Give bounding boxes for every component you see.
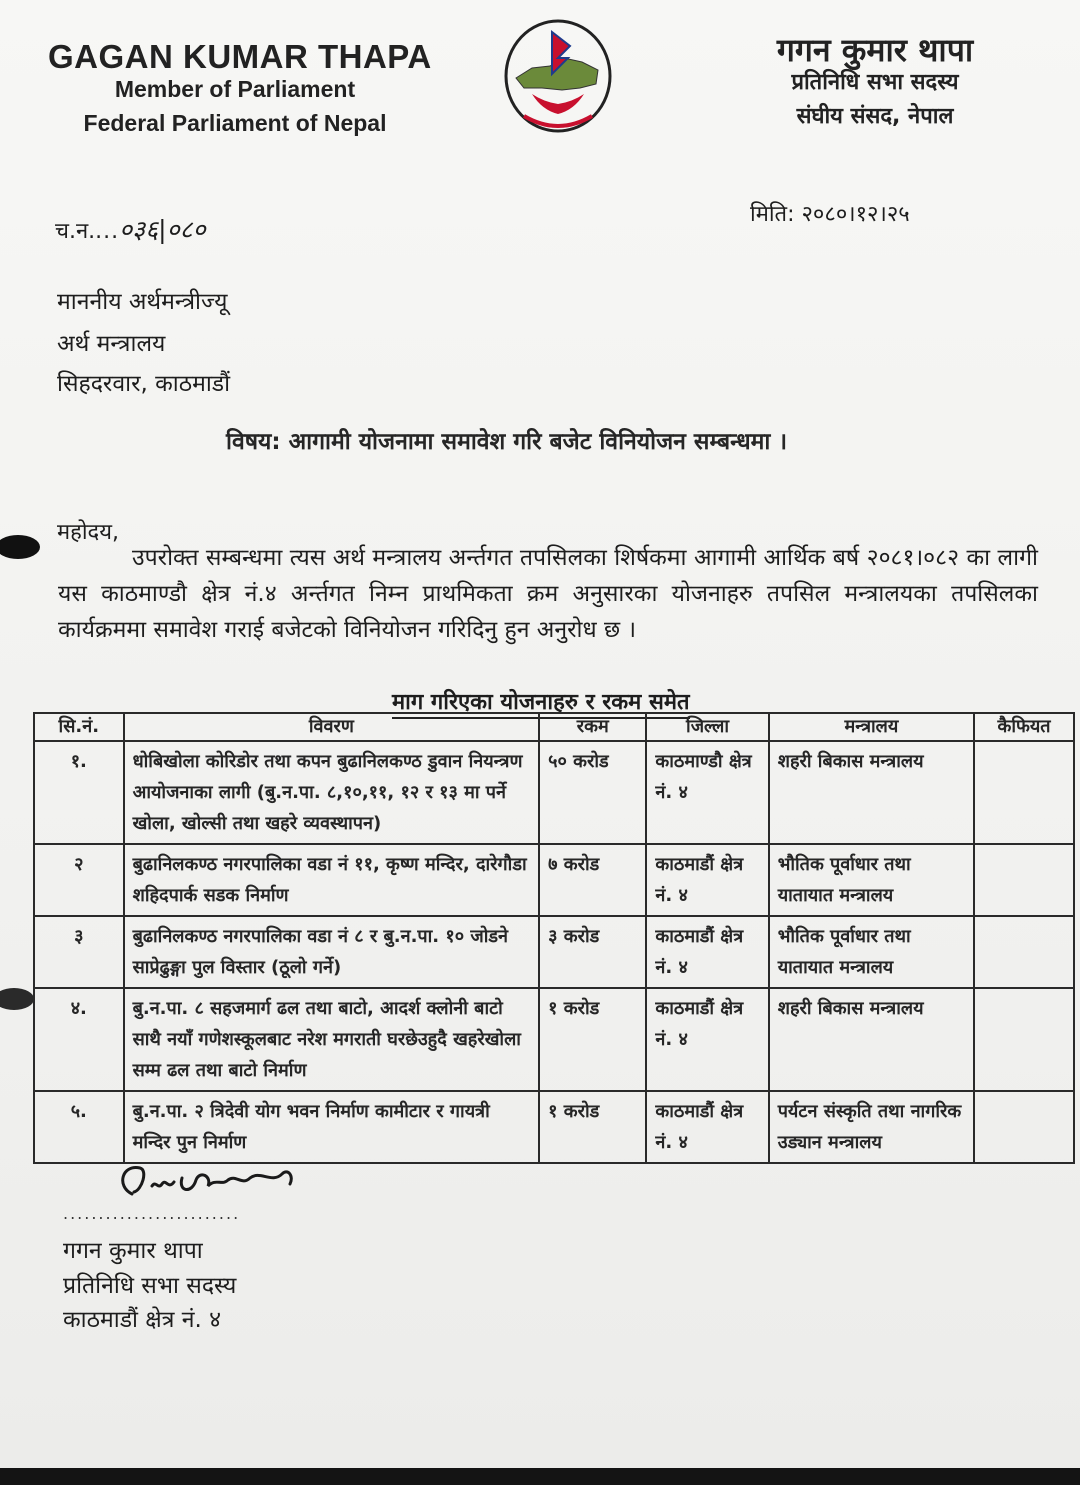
- table-row: [34, 916, 1074, 988]
- description-cell: धोबिखोला कोरिडोर तथा कपन बुढानिलकण्ठ डुवान नियन्त्रण आयोजनाका लागी (बु.न.पा. ८,१०,११, १२ र १३ मा पर्ने खोला, खोल्सी तथा खहरे व्यवस्थापन): [124, 741, 540, 844]
- column-header: जिल्ला: [646, 713, 768, 741]
- column-header: मन्त्रालय: [769, 713, 974, 741]
- table-row: [34, 844, 1074, 916]
- edge-mark-icon: [0, 532, 42, 562]
- edge-mark-icon: [0, 984, 42, 1014]
- ministry-cell: शहरी बिकास मन्त्रालय: [769, 741, 974, 844]
- table-row: [34, 1091, 1074, 1163]
- serial-number: १.: [34, 741, 124, 844]
- remarks-cell: [974, 844, 1074, 916]
- serial-number: २: [34, 844, 124, 916]
- column-header: सि.नं.: [34, 713, 124, 741]
- signatory-constituency: काठमाडौं क्षेत्र नं. ४: [63, 1307, 222, 1333]
- amount-cell: ३ करोड: [539, 916, 646, 988]
- district-cell: काठमाडौं क्षेत्र नं. ४: [646, 916, 768, 988]
- description-cell: बु.न.पा. २ त्रिदेवी योग भवन निर्माण कामीटार र गायत्री मन्दिर पुन निर्माण: [124, 1091, 540, 1163]
- amount-cell: १ करोड: [539, 988, 646, 1091]
- ministry-cell: भौतिक पूर्वाधार तथा यातायात मन्त्रालय: [769, 916, 974, 988]
- serial-number: ५.: [34, 1091, 124, 1163]
- table-title: माग गरिएका योजनाहरु र रकम समेत: [392, 686, 690, 719]
- projects-table: [33, 712, 1075, 1164]
- addressee-line: अर्थ मन्त्रालय: [57, 331, 166, 357]
- serial-number: ४.: [34, 988, 124, 1091]
- nepali-name: गगन कुमार थापा: [776, 31, 974, 69]
- bottom-bar: [0, 1468, 1080, 1485]
- reference-label: च.न.: [55, 219, 96, 244]
- signature-line: .........................: [63, 1204, 241, 1223]
- column-header: विवरण: [124, 713, 540, 741]
- district-cell: काठमाडौं क्षेत्र नं. ४: [646, 844, 768, 916]
- district-cell: काठमाडौं क्षेत्र नं. ४: [646, 988, 768, 1091]
- ministry-cell: शहरी बिकास मन्त्रालय: [769, 988, 974, 1091]
- english-office: Federal Parliament of Nepal: [83, 110, 387, 136]
- addressee-line: सिहदरवार, काठमाडौं: [57, 371, 231, 397]
- letter-subject: विषय: आगामी योजनामा समावेश गरि बजेट विनियोजन सम्बन्धमा ।: [226, 429, 788, 455]
- letter-date: मिति: २०८०।१२।२५: [750, 202, 910, 227]
- column-header: कैफियत: [974, 713, 1074, 741]
- letter-body: उपरोक्त सम्बन्धमा त्यस अर्थ मन्त्रालय अर्न्तगत तपसिलका शिर्षकमा आगामी आर्थिक बर्ष २०८१।०८२ का लागी यस काठमाण्डौ क्षेत्र नं.४ अर्न्तगत निम्न प्राथमिकता क्रम अनुसारका योजनाहरु तपसिल मन्त्रालयका तपसिलका कार्यक्रममा समावेश गराई बजेटको विनियोजन गरिदिनु हुन अनुरोध छ ।: [58, 545, 1038, 643]
- salutation: महोदय,: [57, 520, 119, 545]
- column-header: रकम: [539, 713, 646, 741]
- remarks-cell: [974, 741, 1074, 844]
- remarks-cell: [974, 916, 1074, 988]
- addressee-line: माननीय अर्थमन्त्रीज्यू: [57, 289, 228, 315]
- handwritten-signature: [112, 1156, 312, 1206]
- serial-number: ३: [34, 916, 124, 988]
- ministry-cell: पर्यटन संस्कृति तथा नागरिक उड्यान मन्त्रालय: [769, 1091, 974, 1163]
- nepali-title: प्रतिनिधि सभा सदस्य: [791, 70, 959, 95]
- description-cell: बुढानिलकण्ठ नगरपालिका वडा नं ८ र बु.न.पा. १० जोडने साप्रेढुङ्गा पुल विस्तार (ठूलो गर्ने): [124, 916, 540, 988]
- remarks-cell: [974, 1091, 1074, 1163]
- english-name: GAGAN KUMAR THAPA: [48, 38, 432, 75]
- signatory-name: गगन कुमार थापा: [63, 1238, 203, 1264]
- district-cell: काठमाण्डौ क्षेत्र नं. ४: [646, 741, 768, 844]
- nepali-office: संघीय संसद, नेपाल: [796, 104, 954, 129]
- english-title: Member of Parliament: [114, 76, 356, 102]
- amount-cell: ५० करोड: [539, 741, 646, 844]
- remarks-cell: [974, 988, 1074, 1091]
- reference-number: [55, 212, 206, 246]
- reference-dots: ...: [95, 219, 120, 244]
- district-cell: काठमाडौं क्षेत्र नं. ४: [646, 1091, 768, 1163]
- ministry-cell: भौतिक पूर्वाधार तथा यातायात मन्त्रालय: [769, 844, 974, 916]
- amount-cell: १ करोड: [539, 1091, 646, 1163]
- amount-cell: ७ करोड: [539, 844, 646, 916]
- table-row: [34, 741, 1074, 844]
- signatory-title: प्रतिनिधि सभा सदस्य: [63, 1273, 237, 1299]
- reference-value: ०३६|०८०: [119, 215, 206, 244]
- description-cell: बु.न.पा. ८ सहजमार्ग ढल तथा बाटो, आदर्श क्लोनी बाटो साथै नयाँ गणेशस्कूलबाट नरेश मगराती घरछेउहुदै खहरेखोला सम्म ढल तथा बाटो निर्माण: [124, 988, 540, 1091]
- table-header-row: [34, 713, 1074, 741]
- table-row: [34, 988, 1074, 1091]
- description-cell: बुढानिलकण्ठ नगरपालिका वडा नं ११, कृष्ण मन्दिर, दारेगौडा शहिदपार्क सडक निर्माण: [124, 844, 540, 916]
- nepal-map-flag-emblem-icon: [502, 18, 614, 136]
